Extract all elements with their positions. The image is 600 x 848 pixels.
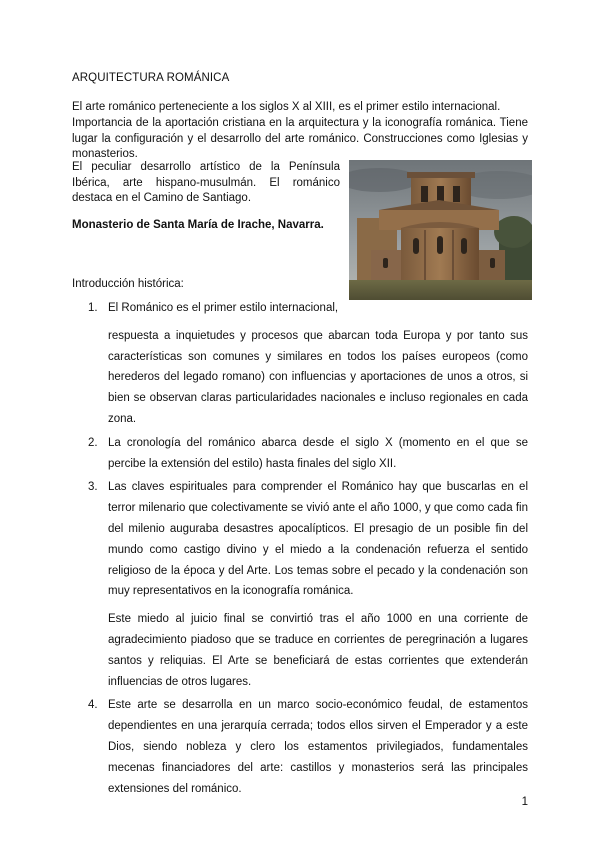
list-item-text: Este arte se desarrolla en un marco socio-económico feudal, de estamentos dependientes en una jerarquía cerrada; todos ellos sirven el Emperador y a este Dios, siendo nobleza y clero los estamentos privilegiados, fundamentales mecenas financiadores del arte: castillos y monasterios será las principales extensiones del románico. <box>108 699 528 795</box>
list-item-lead: El Románico es el primer estilo internacional, <box>108 302 339 314</box>
intro-paragraph-2: Importancia de la aportación cristiana en la arquitectura y la iconografía románica. Tiene lugar la configuración y el desarrollo del arte románico. Construcciones como Iglesias y monasterios. <box>72 117 528 161</box>
list-item <box>72 477 528 692</box>
monastery-photo <box>349 160 532 300</box>
list-item-number: 3. <box>88 481 98 494</box>
document-title: ARQUITECTURA ROMÁNICA <box>72 72 230 84</box>
list-item-number: 1. <box>88 302 98 314</box>
history-list <box>72 298 528 799</box>
list-item <box>72 298 528 430</box>
list-item-number: 2. <box>88 436 98 449</box>
intro-heading: Introducción histórica: <box>72 278 184 290</box>
list-item <box>72 695 528 799</box>
intro-paragraph-1: El arte románico perteneciente a los siglos X al XIII, es el primer estilo internacional. <box>72 101 501 113</box>
list-item-extra: Este miedo al juicio final se convirtió tras el año 1000 en una corriente de agradecimiento piadoso que se traduce en corrientes de peregrinación a lugares santos y reliquias. El Arte se beneficiará de estas corrientes que extenderán influencias de otros lugares. <box>108 613 528 688</box>
list-item-text: respuesta a inquietudes y procesos que abarcan toda Europa y por tanto sus características son comunes y similares en todos los países europeos (como herederos del legado romano) con influencias y aportaciones de unos a otros, si bien se observan claras particularidades nacionales e incluso regionales en cada zona. <box>108 329 528 425</box>
list-item-text: La cronología del románico abarca desde el siglo X (momento en el que se percibe la extensión del estilo) hasta finales del siglo XII. <box>108 436 528 470</box>
page-number: 1 <box>521 796 528 808</box>
monastery-heading: Monasterio de Santa María de Irache, Navarra. <box>72 219 324 231</box>
list-item <box>72 433 528 475</box>
list-item-number: 4. <box>88 699 98 712</box>
intro-paragraph-3: El peculiar desarrollo artístico de la Península Ibérica, arte hispano-musulmán. El románico destaca en el Camino de Santiago. <box>72 161 340 205</box>
list-item-text: Las claves espirituales para comprender el Románico hay que buscarlas en el terror milenario que colectivamente se vivió ante el año 1000, y que como cada fin del milenio auguraba desastres apocalípticos. El presagio de un posible fin del mundo como castigo divino y el miedo a la condenación refuerza el sentido religioso de la época y del Arte. Los temas sobre el pecado y la condenación son muy representativos en la iconografía románica. <box>108 481 528 598</box>
